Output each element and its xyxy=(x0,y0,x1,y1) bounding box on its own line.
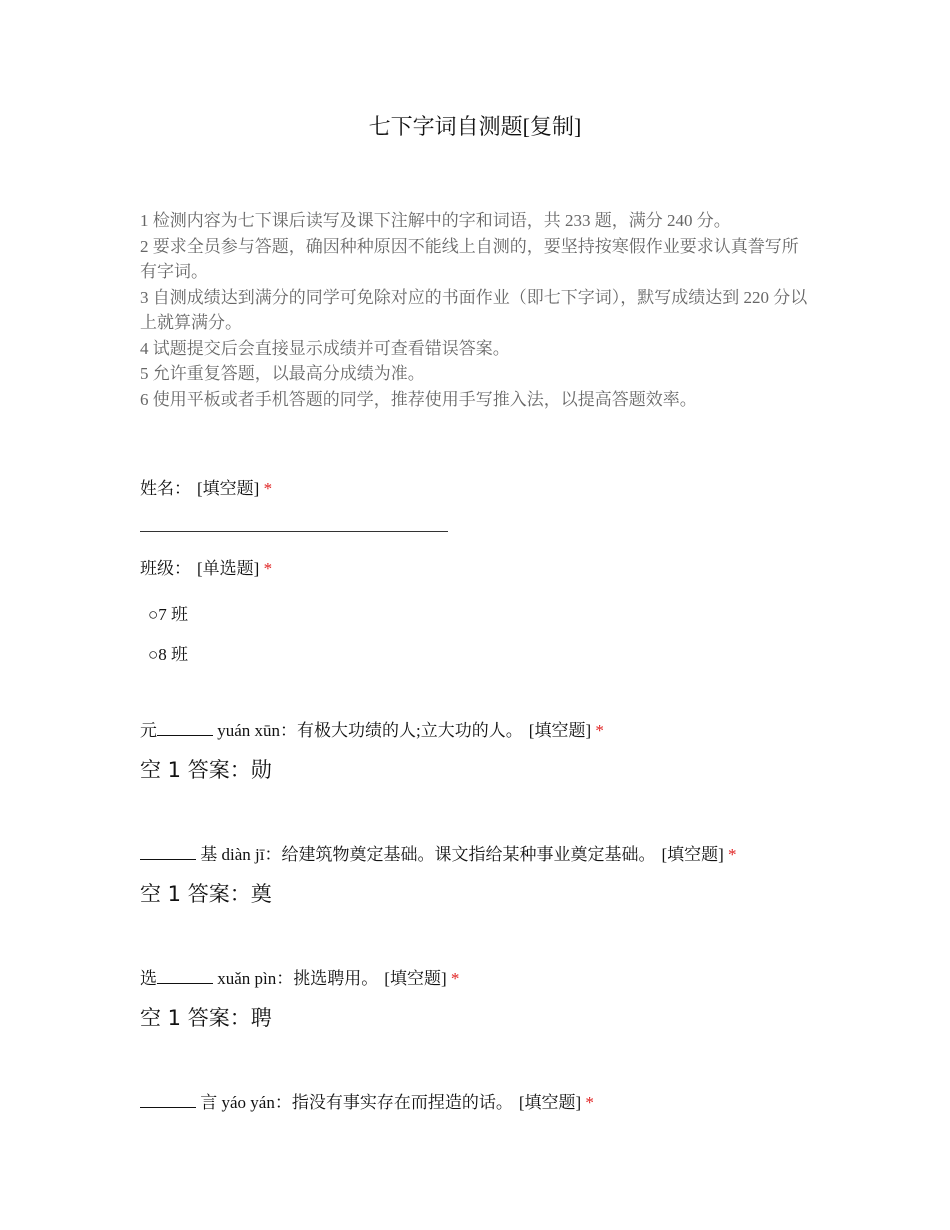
question-type: [填空题] xyxy=(384,969,447,988)
definition: ：指没有事实存在而捏造的话。 xyxy=(274,1093,513,1112)
answer-3: 空 1 答案：聘 xyxy=(140,1006,272,1030)
radio-icon[interactable]: ○ xyxy=(148,605,159,624)
question-type: [填空题] xyxy=(197,479,260,498)
fill-blank[interactable] xyxy=(157,967,213,984)
instructions xyxy=(140,208,815,412)
definition: ：挑选聘用。 xyxy=(276,969,379,988)
pinyin: yáo yán xyxy=(221,1093,275,1112)
name-label: 姓名： xyxy=(140,479,191,498)
question-type: [填空题] xyxy=(661,845,724,864)
class-label: 班级： xyxy=(140,559,191,578)
fill-blank[interactable] xyxy=(140,1091,196,1108)
question-type: [填空题] xyxy=(518,1093,582,1112)
class-option-8[interactable] xyxy=(148,644,188,666)
instruction-item: 5 允许重复答题，以最高分成绩为准。 xyxy=(140,364,425,383)
instruction-item: 4 试题提交后会直接显示成绩并可查看错误答案。 xyxy=(140,338,510,358)
required-mark: * xyxy=(595,721,604,740)
required-mark: * xyxy=(263,559,273,578)
fill-blank[interactable] xyxy=(140,843,196,860)
name-question xyxy=(140,477,272,501)
required-mark: * xyxy=(585,1093,594,1112)
instruction-item: 3 自测成绩达到满分的同学可免除对应的书面作业（即七下字词），默写成绩达到 220 分以上就算满分。 xyxy=(140,287,808,332)
question-prefix: 选 xyxy=(140,969,157,988)
question-suffix: 言 xyxy=(196,1093,218,1112)
definition: ：有极大功绩的人;立大功的人。 xyxy=(280,721,523,740)
question-1 xyxy=(140,719,604,743)
instruction-item: 1 检测内容为七下课后读写及课下注解中的字和词语，共 233 题，满分 240 分。 xyxy=(140,211,731,230)
class-question xyxy=(140,557,272,581)
definition: ：给建筑物奠定基础。课文指给某种事业奠定基础。 xyxy=(264,845,656,864)
class-option-7[interactable] xyxy=(148,604,188,626)
option-label: 7 班 xyxy=(158,605,189,624)
required-mark: * xyxy=(450,969,460,988)
name-input[interactable] xyxy=(140,531,448,532)
pinyin: xuǎn pìn xyxy=(217,969,277,988)
pinyin: diàn jī xyxy=(221,845,265,864)
question-4 xyxy=(140,1091,594,1115)
question-2 xyxy=(140,843,737,867)
question-type: [单选题] xyxy=(197,559,260,578)
answer-2: 空 1 答案：奠 xyxy=(140,882,272,906)
option-label: 8 班 xyxy=(158,645,189,664)
instruction-item: 6 使用平板或者手机答题的同学，推荐使用手写推入法，以提高答题效率。 xyxy=(140,389,697,409)
question-type: [填空题] xyxy=(528,721,592,740)
page-title: 七下字词自测题[复制] xyxy=(368,114,582,139)
pinyin: yuán xūn xyxy=(217,721,281,740)
answer-1: 空 1 答案：勋 xyxy=(140,758,272,782)
required-mark: * xyxy=(263,479,273,498)
question-3 xyxy=(140,967,459,991)
fill-blank[interactable] xyxy=(157,719,213,736)
instruction-item: 2 要求全员参与答题，确因种种原因不能线上自测的，要坚持按寒假作业要求认真誊写所有字词。 xyxy=(140,236,799,281)
required-mark: * xyxy=(728,845,737,864)
question-prefix: 元 xyxy=(140,721,157,740)
question-suffix: 基 xyxy=(196,845,218,864)
radio-icon[interactable]: ○ xyxy=(148,645,159,664)
